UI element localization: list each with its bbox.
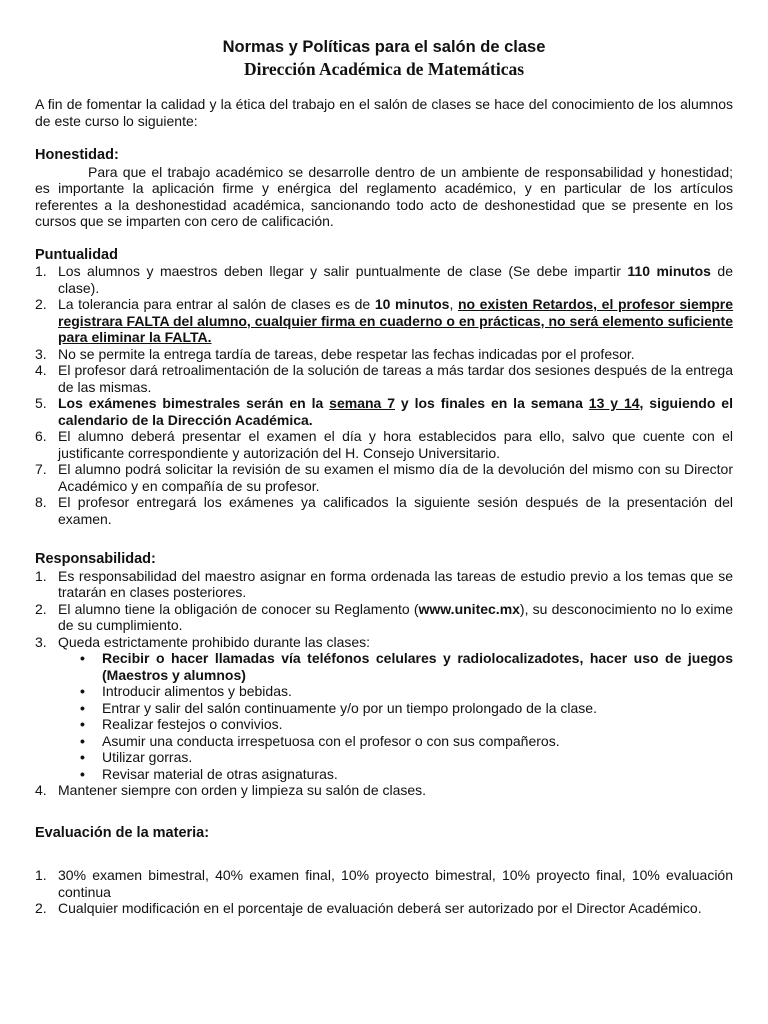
list-number: 4. — [35, 782, 47, 798]
list-number: 2. — [35, 296, 47, 312]
bullet-text: Recibir o hacer llamadas vía teléfonos celulares y radiolocalizadotes, hacer uso de juegos (Maestros y alumnos) — [102, 650, 733, 683]
list-item — [35, 634, 733, 651]
list-number: 8. — [35, 494, 47, 510]
bullet-item — [80, 683, 733, 700]
honestidad-paragraph: Para que el trabajo académico se desarrolle dentro de un ambiente de responsabilidad y honestidad; es importante la aplicación firme y enérgica del reglamento académico, y en particular de los artículos referentes a la deshonestidad académica, sancionando todo acto de deshonestidad que se presente en los cursos que se imparten con cero de calificación. — [35, 163, 733, 229]
list-item — [35, 296, 733, 346]
bullet-text: Revisar material de otras asignaturas. — [102, 765, 338, 782]
list-item-text: El profesor dará retroalimentación de la solución de tareas a más tardar dos sesiones después de la entrega de las mismas. — [58, 362, 733, 395]
bullet-icon: • — [80, 749, 85, 765]
list-item — [35, 494, 733, 527]
list-number: 2. — [35, 600, 47, 617]
list-item — [35, 900, 733, 917]
list-item-text: , siguiendo el calendario de la Dirección Académica. — [58, 395, 733, 428]
list-item-text: No se permite la entrega tardía de tareas, debe respetar las fechas indicadas por el profesor. — [58, 345, 635, 362]
list-number: 1. — [35, 867, 47, 883]
bullet-icon: • — [80, 716, 85, 732]
bullet-icon: • — [80, 765, 85, 782]
list-item-text: Es responsabilidad del maestro asignar en forma ordenada las tareas de estudio previo a los temas que se tratarán en clases posteriores. — [58, 567, 733, 600]
puntualidad-list — [35, 263, 733, 527]
page-title: Normas y Políticas para el salón de clase — [222, 38, 546, 56]
bullet-item — [80, 716, 733, 733]
bullet-icon: • — [80, 699, 85, 716]
list-item-text: 30% examen bimestral, 40% examen final, 10% proyecto bimestral, 10% proyecto final, 10% evaluación continua — [58, 867, 733, 900]
list-item — [35, 428, 733, 461]
bullet-text: Utilizar gorras. — [102, 749, 193, 765]
list-item-text: ), su desconocimiento no lo exime de su cumplimiento. — [58, 600, 733, 633]
list-item-text: El alumno tiene la obligación de conocer su Reglamento ( — [58, 600, 419, 617]
list-number: 6. — [35, 428, 47, 444]
bullet-icon: • — [80, 683, 85, 699]
bullet-item — [80, 733, 733, 750]
responsabilidad-list — [35, 568, 733, 651]
intro-paragraph: A fin de fomentar la calidad y la ética del trabajo en el salón de clases se hace del conocimiento de los alumnos de este curso lo siguiente: — [35, 96, 733, 129]
website-link-text: www.unitec.mx — [418, 600, 520, 617]
underlined-text: 13 y 14 — [588, 395, 640, 411]
section-honestidad — [35, 147, 733, 230]
bullet-item — [80, 766, 733, 783]
list-item — [35, 346, 733, 363]
list-item-text: de clase). — [58, 263, 733, 296]
list-item — [35, 395, 733, 428]
bullet-text: Realizar festejos o convivios. — [102, 716, 283, 732]
list-item-text: Mantener siempre con orden y limpieza su salón de clases. — [58, 782, 427, 798]
list-number: 7. — [35, 461, 47, 477]
list-item — [35, 362, 733, 395]
section-puntualidad — [35, 247, 733, 528]
list-item — [35, 601, 733, 634]
list-item-text: Queda estrictamente prohibido durante las clases: — [58, 633, 371, 650]
bullet-item — [80, 650, 733, 683]
list-item-text: , — [449, 296, 458, 312]
list-item — [35, 461, 733, 494]
list-item-text: Cualquier modificación en el porcentaje de evaluación deberá ser autorizado por el Director Académico. — [58, 900, 702, 916]
responsabilidad-list-continued — [35, 782, 733, 799]
section-evaluacion — [35, 825, 733, 917]
bullet-text: Introducir alimentos y bebidas. — [102, 683, 292, 699]
section-heading-puntualidad: Puntualidad — [35, 246, 118, 263]
underlined-text: semana 7 — [329, 395, 395, 411]
bullet-item — [80, 749, 733, 766]
section-heading-honestidad: Honestidad: — [35, 147, 119, 163]
list-item-text: Los exámenes bimestrales serán en la — [58, 395, 330, 411]
list-item-text: La tolerancia para entrar al salón de clases es de — [58, 296, 375, 312]
section-heading-responsabilidad: Responsabilidad: — [35, 551, 156, 567]
bullet-item — [80, 700, 733, 717]
list-number: 5. — [35, 395, 47, 411]
list-item-text: El profesor entregará los exámenes ya calificados la siguiente sesión después de la presentación del examen. — [58, 494, 733, 527]
list-item — [35, 867, 733, 900]
list-item-text: y los finales en la semana — [395, 395, 589, 411]
list-number: 4. — [35, 362, 47, 378]
section-heading-evaluacion: Evaluación de la materia: — [35, 824, 210, 841]
list-item-text: El alumno deberá presentar el examen el día y hora establecidos para ello, salvo que cuente con el justificante correspondiente y autorización del H. Consejo Universitario. — [58, 428, 733, 461]
list-number: 1. — [35, 263, 47, 279]
list-item — [35, 263, 733, 296]
bullet-text: Asumir una conducta irrespetuosa con el profesor o con sus compañeros. — [102, 732, 560, 749]
evaluacion-list — [35, 867, 733, 917]
list-number: 3. — [35, 633, 47, 650]
list-item-text: Los alumnos y maestros deben llegar y salir puntualmente de clase (Se debe impartir — [58, 263, 628, 279]
list-item — [35, 568, 733, 601]
list-item — [35, 782, 733, 799]
list-item-text: El alumno podrá solicitar la revisión de su examen el mismo día de la devolución del mismo con su Director Académico y en compañía de su profesor. — [58, 461, 733, 494]
page-subtitle: Dirección Académica de Matemáticas — [243, 59, 525, 79]
emphasis-text: 110 minutos — [627, 263, 711, 279]
bullet-icon: • — [80, 732, 85, 749]
prohibited-list — [35, 650, 733, 782]
underlined-emphasis-text: no existen Retardos, el profesor siempre registrara FALTA del alumno, cualquier firma en cuaderno o en prácticas, no será elemento suficiente para eliminar la FALTA. — [58, 296, 734, 345]
list-number: 1. — [35, 567, 47, 584]
bullet-icon: • — [80, 650, 85, 666]
emphasis-text: 10 minutos — [374, 296, 450, 312]
list-number: 2. — [35, 900, 47, 916]
section-responsabilidad — [35, 551, 733, 799]
list-number: 3. — [35, 345, 47, 362]
bullet-text: Entrar y salir del salón continuamente y/o por un tiempo prolongado de la clase. — [102, 699, 597, 716]
